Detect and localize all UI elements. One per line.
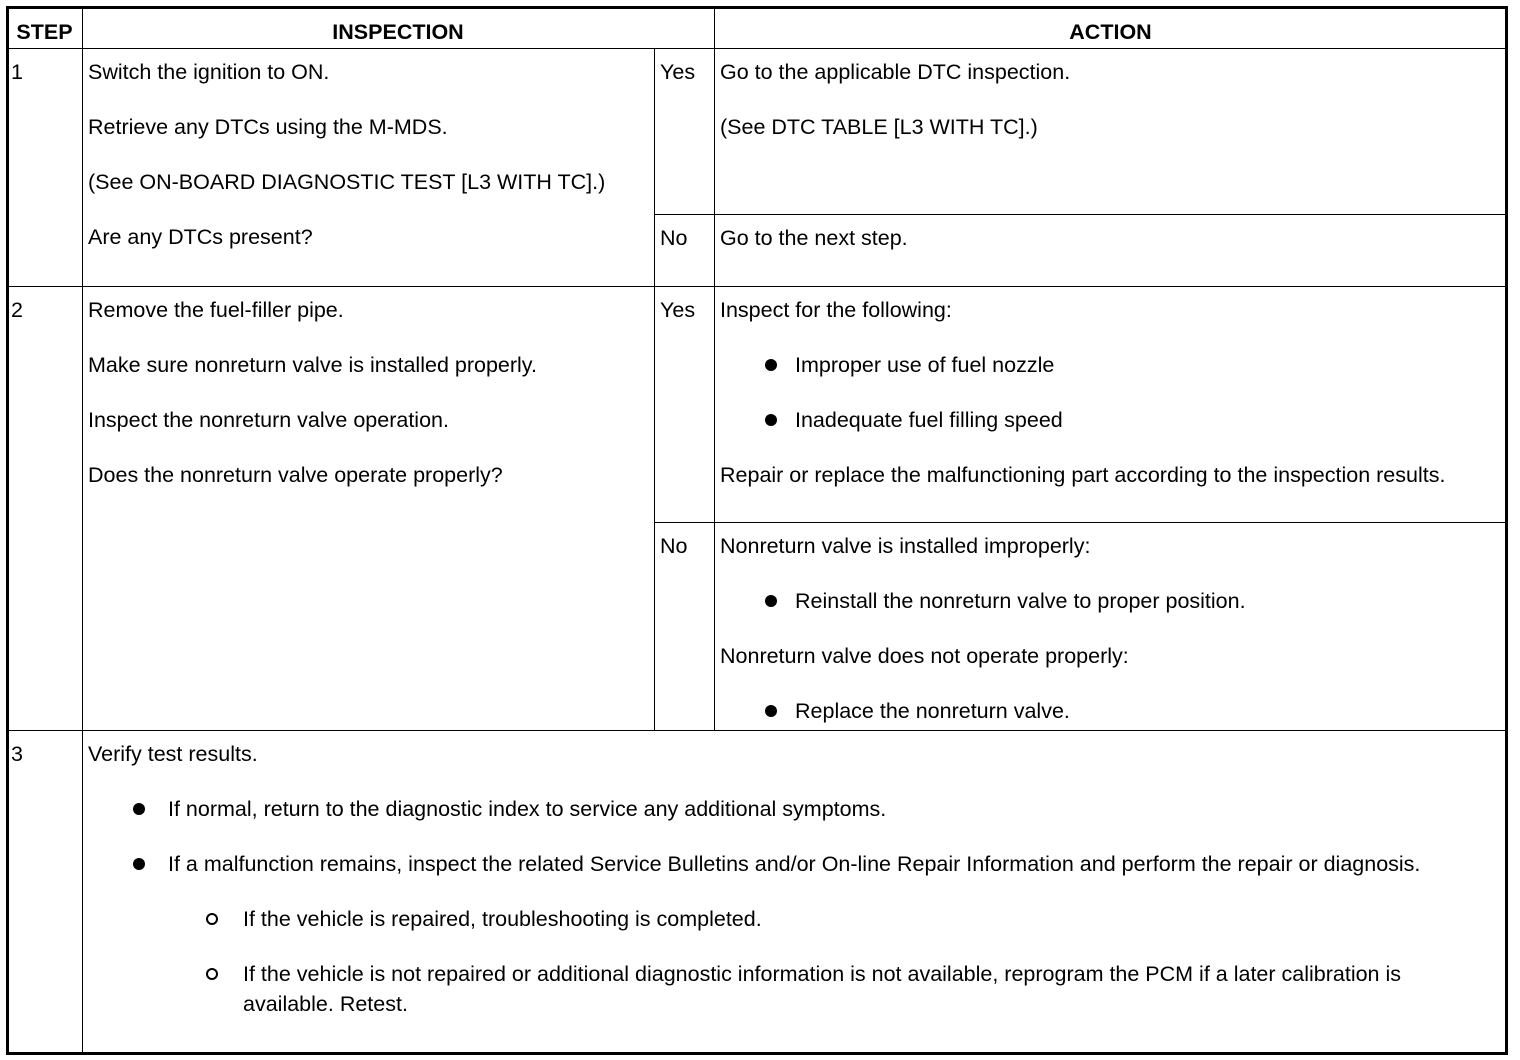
sub-bullet-item: If the vehicle is not repaired or additional diagnostic information is not available, reprogram the PCM if a later calibration is available. Retest. — [88, 959, 1477, 1019]
yes-label: Yes — [660, 60, 696, 84]
bullet-item: Reinstall the nonreturn valve to proper position. — [720, 586, 1501, 616]
action-cell — [714, 287, 1507, 515]
inspection-cell — [82, 49, 654, 277]
inspection-text: Inspect the nonreturn valve operation. — [88, 408, 449, 432]
header-step: STEP — [16, 20, 73, 44]
divider — [654, 48, 655, 731]
inspection-text: Remove the fuel-filler pipe. — [88, 298, 344, 322]
bullet-item: Replace the nonreturn valve. — [720, 696, 1501, 726]
inspection-text: Switch the ignition to ON. — [88, 60, 330, 84]
action-text: Go to the applicable DTC inspection. — [720, 60, 1071, 84]
action-text: Inspect for the following: — [720, 298, 952, 322]
no-label: No — [660, 226, 688, 250]
inspection-text: Retrieve any DTCs using the M-MDS. — [88, 115, 448, 139]
sub-bullet-item: If the vehicle is repaired, troubleshooting is completed. — [88, 904, 1477, 934]
bullet-item: Inadequate fuel filling speed — [720, 405, 1487, 435]
inspection-text: (See ON-BOARD DIAGNOSTIC TEST [L3 WITH TC].) — [88, 170, 606, 194]
inspection-cell — [82, 287, 654, 515]
action-text: Nonreturn valve does not operate properly: — [720, 644, 1129, 668]
action-cell — [714, 49, 1507, 167]
bullet-item: If a malfunction remains, inspect the related Service Bulletins and/or On-line Repair Information and perform the repair or diagnosis. — [88, 849, 1477, 879]
inspection-text: Does the nonreturn valve operate properly? — [88, 463, 503, 487]
action-cell — [714, 215, 1507, 278]
no-label: No — [660, 534, 688, 558]
bullet-item: Improper use of fuel nozzle — [720, 350, 1487, 380]
step-number: 3 — [11, 742, 23, 766]
action-text: (See DTC TABLE [L3 WITH TC].) — [720, 115, 1038, 139]
step-number: 2 — [11, 298, 23, 322]
inspection-text: Are any DTCs present? — [88, 225, 313, 249]
action-cell — [714, 523, 1507, 751]
header-inspection: INSPECTION — [332, 20, 464, 44]
header-action: ACTION — [1069, 20, 1152, 44]
yes-label: Yes — [660, 298, 696, 322]
step-number: 1 — [11, 60, 23, 84]
action-text: Nonreturn valve is installed improperly: — [720, 534, 1091, 558]
inspection-text: Make sure nonreturn valve is installed properly. — [88, 353, 537, 377]
verify-text: Verify test results. — [88, 742, 258, 766]
verify-cell — [82, 731, 1507, 1044]
action-text: Repair or replace the malfunctioning part according to the inspection results. — [720, 463, 1446, 487]
bullet-item: If normal, return to the diagnostic index to service any additional symptoms. — [88, 794, 1477, 824]
action-text: Go to the next step. — [720, 226, 908, 250]
